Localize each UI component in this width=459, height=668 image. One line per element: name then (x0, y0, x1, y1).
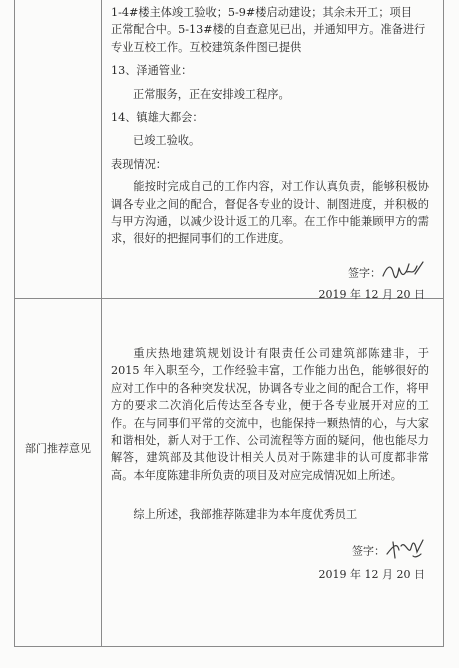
summary-line-3: 专业互校工作。互校建筑条件图已提供 (111, 40, 302, 54)
summary-line-2: 正常配合中。5-13#楼的自查意见已出，并通知甲方。准备进行 (111, 23, 426, 37)
top-signature-block (319, 260, 425, 303)
evaluation-table (14, 0, 444, 647)
item-13-title: 13、泽通管业： (111, 64, 193, 78)
item-14-text: 已竣工验收。 (133, 134, 201, 148)
bottom-signature-block (319, 536, 425, 583)
item-14-title: 14、镇雄大都会： (111, 111, 204, 125)
bottom-date: 2019 年 12 月 20 日 (318, 568, 425, 581)
department-paragraph-2: 综上所述，我部推荐陈建非为本年度优秀员工 (133, 508, 358, 522)
top-sign-label: 签字： (348, 266, 381, 280)
top-date: 2019 年 12 月 20 日 (318, 288, 425, 301)
department-opinion-section (111, 345, 429, 524)
performance-title: 表现情况： (111, 157, 167, 171)
department-recommendation-label: 部门推荐意见 (25, 442, 91, 455)
handwritten-signature-icon (381, 260, 425, 287)
work-summary-section (111, 4, 429, 248)
summary-line-1: 1-4#楼主体竣工验收；5-9#楼启动建设；其余未开工；项目 (111, 6, 412, 19)
department-paragraph-1: 重庆热地建筑规划设计有限责任公司建筑部陈建非，于 2015 年入职至今，工作经验丰富，工作能力出色，能够很好的应对工作中的各种突发状况，协调各专业之间的配合工作，将甲方的要求二次消化后传达至各专业，便于各专业展开对应的工作。在与同事们平常的交流中，也能保持一颗热情的心，与大家和谐相处，新人对于工作、公司流程等方面的疑问，他也能尽力解答，建筑部及其他设计相关人员对于陈建非的认可度都非常高。本年度陈建非所负责的项目及对应完成情况如上所述。 (111, 347, 429, 482)
item-13-text: 正常服务，正在安排竣工程序。 (133, 87, 290, 101)
bottom-sign-label: 签字： (352, 544, 385, 558)
left-label-column (15, 0, 102, 646)
performance-paragraph: 能按时完成自己的工作内容，对工作认真负责，能够积极协调各专业之间的配合，督促各专业的设计、制图进度，并积极的与甲方沟通，以减少设计返工的几率。在工作中能兼顾甲方的需求，很好的把握同事们的工作进度。 (111, 180, 429, 246)
handwritten-signature-icon (385, 536, 425, 567)
